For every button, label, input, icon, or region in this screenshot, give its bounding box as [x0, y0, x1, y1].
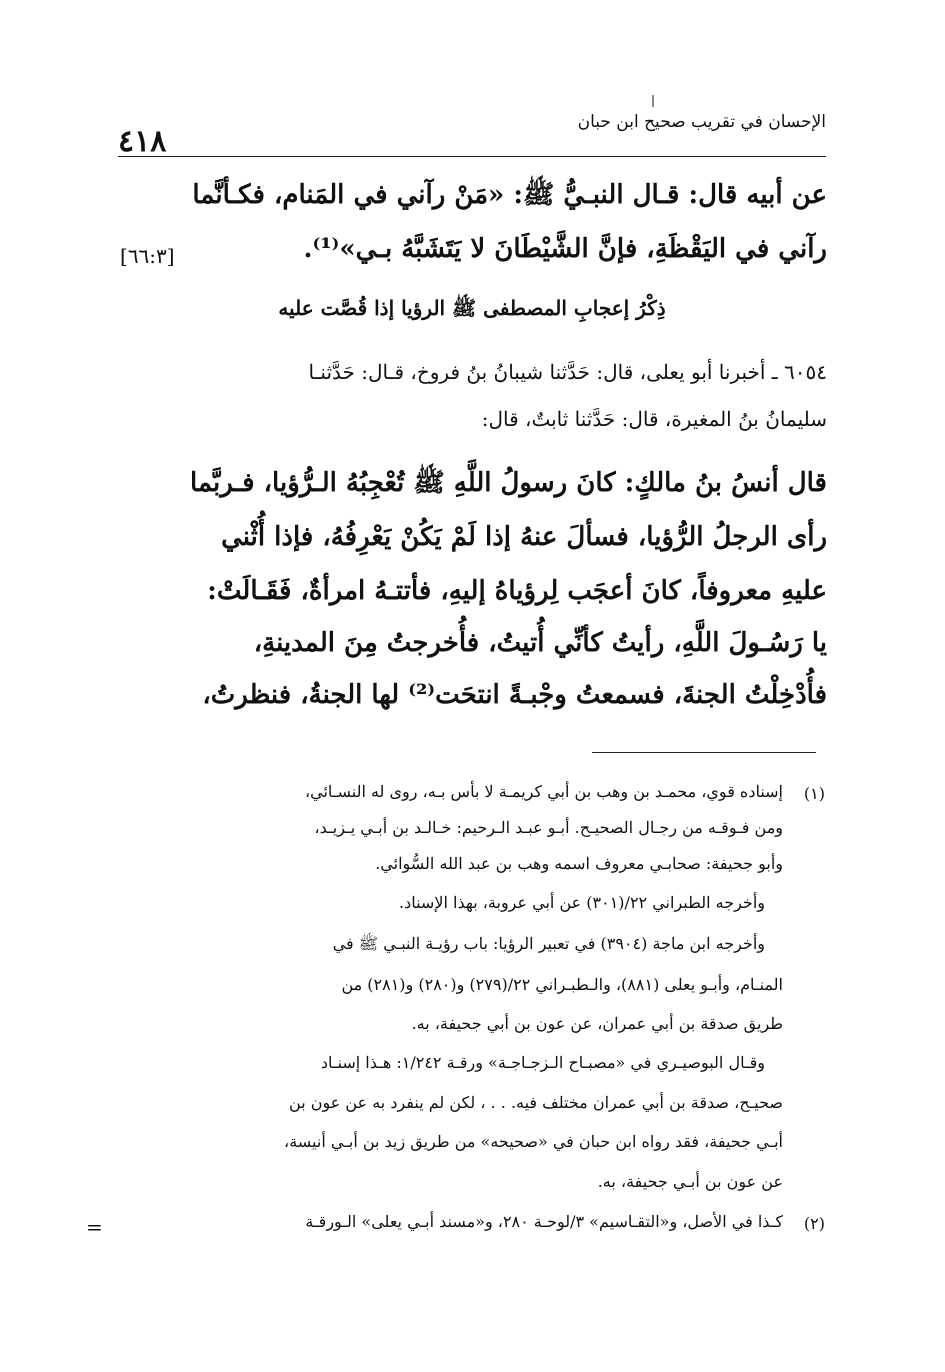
footnote-marker: (١) [803, 784, 825, 803]
footnote-line: عن عون بن أبـي جحيفة، به. [597, 1172, 783, 1191]
footnote-line: أبـي جحيفة، فقد رواه ابن حبان في «صحيحه» من طريق زيد بن أبـي أنيسة، [284, 1132, 783, 1151]
running-title: الإحسان في تقريب صحيح ابن حبان [577, 112, 826, 132]
scan-speck [652, 95, 654, 107]
footnote-separator [592, 752, 816, 753]
footnote-line: وأخرجه الطبراني ٢٢/(٣٠١) عن أبي عروبة، بهذا الإسناد. [399, 893, 765, 912]
footnote-line: كـذا في الأصل، و«التقـاسيم» ٣/لوحـة ٢٨٠، و«مسند أبـي يعلى» الـورقـة [305, 1212, 783, 1231]
page-header [118, 110, 826, 157]
section-heading: ذِكْرُ إعجابِ المصطفى ﷺ الرؤيا إذا قُصَّت عليه [278, 296, 666, 320]
footnote-line: صحيـح، صدقة بن أبي عمران مختلف فيه. . . ، لكن لم ينفرد به عن عون بن [289, 1093, 783, 1112]
isnad-line: سليمانُ بنُ المغيرة، قال: حَدَّثنا ثابتٌ، قال: [481, 407, 827, 431]
footnote-line: إسناده قوي، محمـد بن وهب بن أبي كريمـة لا بأس بـه، روى له النسـائي، [304, 782, 783, 801]
footnote-line: وأبو جحيفة: صحابـي معروف اسمه وهب بن عبد الله السُّوائي. [375, 854, 783, 873]
footnote-line: المنـام، وأبـو يعلى (٨٨١)، والـطبـراني ٢٢/(٢٧٩) و(٢٨٠) و(٢٨١) من [341, 975, 783, 994]
matn-line: فأُدْخِلْتُ الجنةَ، فسمعتُ وجْبـةً انتحَت⁽²⁾ لها الجنةُ، فنظرتُ، [202, 680, 827, 710]
volume-reference: [٦٦:٣] [120, 244, 175, 268]
matn-line: قال أنسُ بنُ مالكٍ: كانَ رسولُ اللَّهِ ﷺ تُعْجِبُهُ الـرُّؤيا، فـربَّما [190, 468, 827, 498]
footnote-line: طريق صدقة بن أبي عمران، عن عون بن أبي جحيفة، به. [411, 1014, 783, 1033]
continuation-marker: = [86, 1215, 103, 1239]
page-number: ٤١٨ [118, 124, 167, 159]
footnote-line: وأخرجه ابن ماجة (٣٩٠٤) في تعبير الرؤيا: باب رؤيـة النبـي ﷺ في [332, 934, 765, 953]
isnad-line: ٦٠٥٤ ـ أخبرنا أبو يعلى، قال: حَدَّثنا شيبانُ بنُ فروخ، قـال: حَدَّثنـا [308, 360, 827, 384]
footnote-marker: (٢) [803, 1214, 825, 1233]
footnote-line: وقـال البوصيـري في «مصبـاح الـزجـاجـة» ورقـة ١/٢٤٢: هـذا إسنـاد [320, 1053, 765, 1072]
body-line: عن أبيه قال: قـال النبـيُّ ﷺ: «مَنْ رآني في المَنام، فكـأنَّما [192, 180, 827, 210]
body-line: رآني في اليَقْظَةِ، فإنَّ الشَّيْطَانَ لا يَتَشَبَّهُ بـي»⁽¹⁾. [303, 234, 827, 264]
matn-line: يا رَسُـولَ اللَّهِ، رأيتُ كأنِّي أُتيتُ، فأُخرجتُ مِنَ المدينةِ، [253, 628, 827, 658]
footnote-line: ومن فـوقـه من رجـال الصحيـح. أبـو عبـد الـرحيم: خـالـد بن أبـي يـزيـد، [314, 818, 783, 837]
matn-line: رأى الرجلُ الرُّؤيا، فسألَ عنهُ إذا لَمْ يَكُنْ يَعْرِفُهُ، فإذا أُثْني [221, 522, 827, 552]
matn-line: عليهِ معروفاً، كانَ أعجَب لِرؤياهُ إليهِ، فأتتـهُ امرأةٌ، فَقَـالَتْ: [207, 576, 827, 606]
